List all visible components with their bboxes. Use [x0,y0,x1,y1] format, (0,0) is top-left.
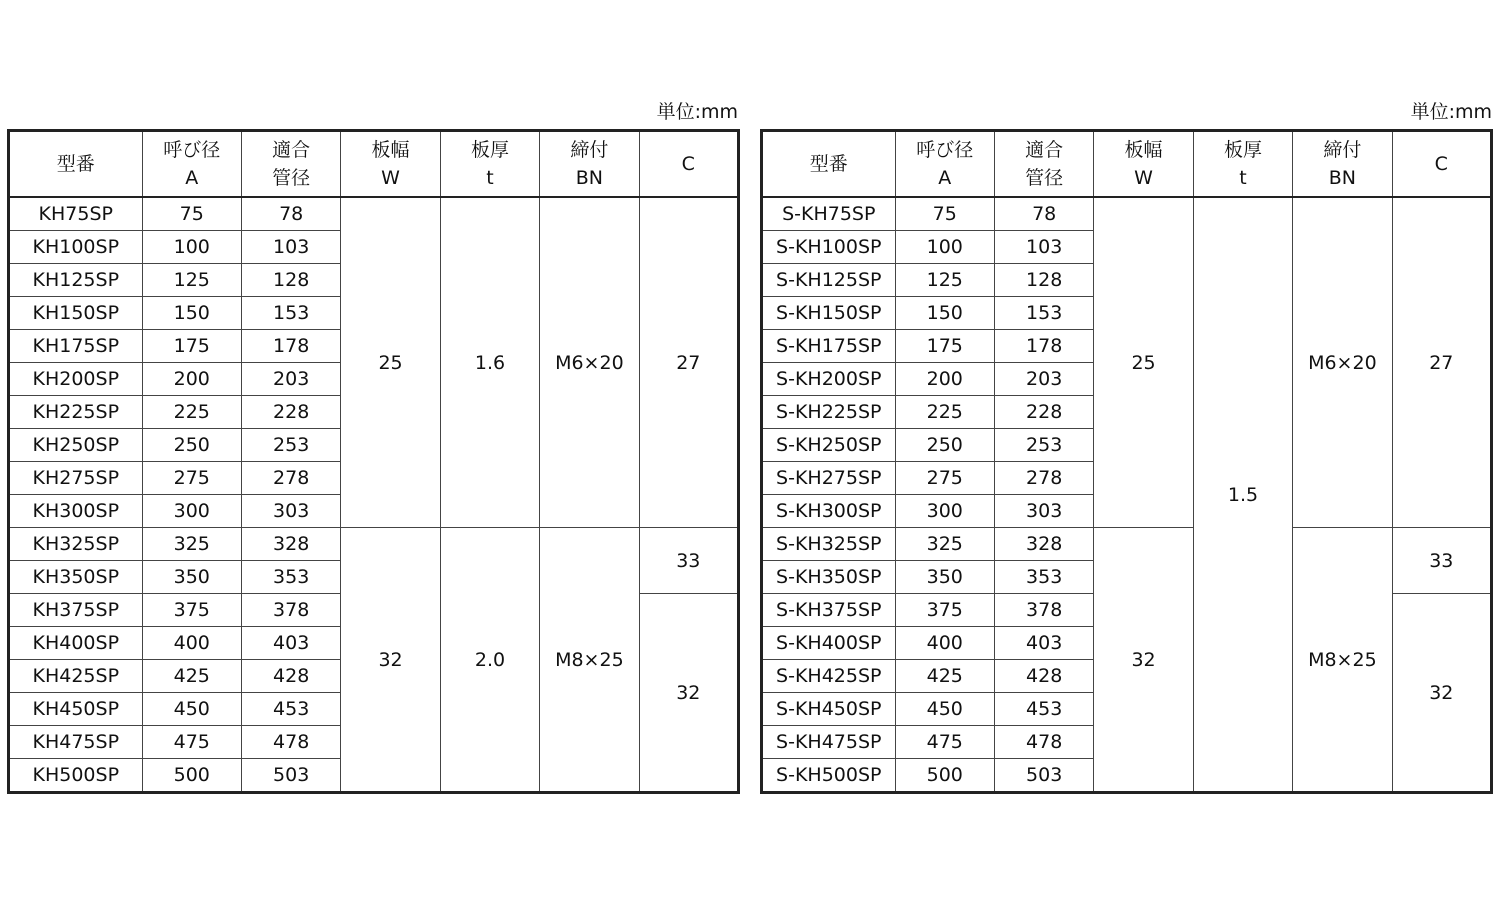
nominal-size-cell: 325 [142,528,241,561]
pipe-diameter-cell: 403 [994,627,1093,660]
nominal-size-cell: 200 [142,363,241,396]
nominal-size-cell: 425 [142,660,241,693]
bolt-cell: M6×20 [540,197,639,528]
pipe-diameter-cell: 203 [994,363,1093,396]
nominal-size-cell: 350 [895,561,994,594]
nominal-size-cell: 450 [142,693,241,726]
header-c-label: C [681,153,695,175]
header-c [639,131,738,198]
pipe-diameter-cell: 378 [241,594,340,627]
model-cell: KH325SP [9,528,143,561]
header-pipe-diameter-label2: 管径 [1025,167,1064,189]
pipe-diameter-cell: 478 [994,726,1093,759]
unit-label-right: 単位:mm [1410,101,1492,123]
pipe-diameter-cell: 153 [994,297,1093,330]
nominal-size-cell: 350 [142,561,241,594]
model-cell: S-KH150SP [762,297,896,330]
header-model [9,131,143,198]
model-cell: S-KH350SP [762,561,896,594]
nominal-size-cell: 250 [142,429,241,462]
pipe-diameter-cell: 253 [994,429,1093,462]
model-cell: KH175SP [9,330,143,363]
table-body [762,197,1492,793]
pipe-diameter-cell: 228 [241,396,340,429]
spec-table-kh [7,129,740,794]
nominal-size-cell: 125 [142,264,241,297]
nominal-size-cell: 75 [142,197,241,231]
nominal-size-cell: 175 [895,330,994,363]
model-cell: S-KH400SP [762,627,896,660]
pipe-diameter-cell: 153 [241,297,340,330]
header-nominal-size-symbol: A [938,167,952,189]
table-header [762,131,1492,198]
nominal-size-cell: 225 [895,396,994,429]
header-plate-thickness [1193,131,1292,198]
pipe-diameter-cell: 278 [994,462,1093,495]
header-c [1392,131,1491,198]
nominal-size-cell: 75 [895,197,994,231]
header-bolt-label: 締付 [1323,139,1362,161]
nominal-size-cell: 450 [895,693,994,726]
pipe-diameter-cell: 303 [241,495,340,528]
pipe-diameter-cell: 453 [241,693,340,726]
model-cell: KH475SP [9,726,143,759]
pipe-diameter-cell: 128 [994,264,1093,297]
plate-width-cell: 32 [1094,528,1193,793]
header-bolt-symbol: BN [575,167,603,189]
nominal-size-cell: 275 [895,462,994,495]
nominal-size-cell: 275 [142,462,241,495]
pipe-diameter-cell: 453 [994,693,1093,726]
model-cell: S-KH425SP [762,660,896,693]
pipe-diameter-cell: 353 [994,561,1093,594]
header-pipe-diameter [994,131,1093,198]
header-pipe-diameter-label2: 管径 [272,167,311,189]
model-cell: KH425SP [9,660,143,693]
pipe-diameter-cell: 303 [994,495,1093,528]
nominal-size-cell: 400 [895,627,994,660]
header-nominal-size-symbol: A [185,167,199,189]
pipe-diameter-cell: 78 [241,197,340,231]
header-plate-thickness-label: 板厚 [1223,139,1262,161]
header-plate-thickness-symbol: t [1239,167,1247,189]
header-pipe-diameter-label1: 適合 [272,139,311,161]
c-cell: 27 [639,197,738,528]
nominal-size-cell: 375 [895,594,994,627]
pipe-diameter-cell: 478 [241,726,340,759]
header-plate-thickness-label: 板厚 [470,139,509,161]
model-cell: S-KH225SP [762,396,896,429]
pipe-diameter-cell: 103 [241,231,340,264]
nominal-size-cell: 500 [142,759,241,793]
nominal-size-cell: 300 [142,495,241,528]
nominal-size-cell: 100 [895,231,994,264]
plate-thickness-cell: 1.5 [1193,197,1292,793]
model-cell: S-KH300SP [762,495,896,528]
table-row [762,197,1492,231]
pipe-diameter-cell: 328 [994,528,1093,561]
nominal-size-cell: 325 [895,528,994,561]
nominal-size-cell: 100 [142,231,241,264]
pipe-diameter-cell: 328 [241,528,340,561]
model-cell: KH100SP [9,231,143,264]
model-cell: S-KH500SP [762,759,896,793]
header-nominal-size-label: 呼び径 [916,139,974,161]
model-cell: KH450SP [9,693,143,726]
model-cell: KH375SP [9,594,143,627]
header-plate-width [1094,131,1193,198]
plate-thickness-cell: 1.6 [440,197,539,528]
pipe-diameter-cell: 103 [994,231,1093,264]
pipe-diameter-cell: 428 [994,660,1093,693]
pipe-diameter-cell: 428 [241,660,340,693]
header-bolt-symbol: BN [1328,167,1356,189]
header-plate-width-label: 板幅 [1124,139,1163,161]
plate-thickness-cell: 2.0 [440,528,539,793]
c-cell: 33 [1392,528,1491,594]
nominal-size-cell: 250 [895,429,994,462]
nominal-size-cell: 400 [142,627,241,660]
pipe-diameter-cell: 178 [241,330,340,363]
table-row [762,528,1492,561]
header-model-label: 型番 [809,153,848,175]
nominal-size-cell: 150 [142,297,241,330]
header-bolt [1293,131,1392,198]
header-nominal-size [895,131,994,198]
model-cell: S-KH450SP [762,693,896,726]
model-cell: S-KH75SP [762,197,896,231]
model-cell: KH250SP [9,429,143,462]
model-cell: S-KH475SP [762,726,896,759]
nominal-size-cell: 500 [895,759,994,793]
model-cell: KH200SP [9,363,143,396]
header-c-label: C [1434,153,1448,175]
nominal-size-cell: 150 [895,297,994,330]
unit-label-left: 単位:mm [656,101,738,123]
header-pipe-diameter-label1: 適合 [1025,139,1064,161]
model-cell: KH225SP [9,396,143,429]
header-plate-width-label: 板幅 [371,139,410,161]
header-pipe-diameter [241,131,340,198]
model-cell: KH275SP [9,462,143,495]
model-cell: S-KH375SP [762,594,896,627]
pipe-diameter-cell: 278 [241,462,340,495]
pipe-diameter-cell: 503 [994,759,1093,793]
nominal-size-cell: 225 [142,396,241,429]
model-cell: KH75SP [9,197,143,231]
nominal-size-cell: 475 [895,726,994,759]
model-cell: S-KH125SP [762,264,896,297]
nominal-size-cell: 175 [142,330,241,363]
plate-width-cell: 25 [1094,197,1193,528]
header-bolt [540,131,639,198]
header-nominal-size [142,131,241,198]
model-cell: S-KH275SP [762,462,896,495]
pipe-diameter-cell: 228 [994,396,1093,429]
bolt-cell: M6×20 [1293,197,1392,528]
table-body [9,197,739,793]
model-cell: KH300SP [9,495,143,528]
c-cell: 32 [1392,594,1491,793]
header-plate-width-symbol: W [381,167,400,189]
model-cell: S-KH175SP [762,330,896,363]
header-bolt-label: 締付 [570,139,609,161]
nominal-size-cell: 200 [895,363,994,396]
header-nominal-size-label: 呼び径 [163,139,221,161]
c-cell: 27 [1392,197,1491,528]
pipe-diameter-cell: 503 [241,759,340,793]
table-header [9,131,739,198]
model-cell: S-KH200SP [762,363,896,396]
header-plate-width [341,131,440,198]
c-cell: 32 [639,594,738,793]
model-cell: KH350SP [9,561,143,594]
c-cell: 33 [639,528,738,594]
model-cell: KH150SP [9,297,143,330]
model-cell: KH125SP [9,264,143,297]
nominal-size-cell: 375 [142,594,241,627]
pipe-diameter-cell: 353 [241,561,340,594]
header-model-label: 型番 [56,153,95,175]
bolt-cell: M8×25 [540,528,639,793]
model-cell: S-KH250SP [762,429,896,462]
nominal-size-cell: 475 [142,726,241,759]
table-row [9,528,739,561]
pipe-diameter-cell: 378 [994,594,1093,627]
plate-width-cell: 25 [341,197,440,528]
header-plate-width-symbol: W [1134,167,1153,189]
table-row [9,197,739,231]
header-plate-thickness-symbol: t [486,167,494,189]
spec-table-s-kh [760,129,1493,794]
nominal-size-cell: 300 [895,495,994,528]
plate-width-cell: 32 [341,528,440,793]
pipe-diameter-cell: 78 [994,197,1093,231]
pipe-diameter-cell: 203 [241,363,340,396]
model-cell: KH400SP [9,627,143,660]
bolt-cell: M8×25 [1293,528,1392,793]
model-cell: S-KH100SP [762,231,896,264]
header-model [762,131,896,198]
pipe-diameter-cell: 253 [241,429,340,462]
nominal-size-cell: 425 [895,660,994,693]
pipe-diameter-cell: 178 [994,330,1093,363]
pipe-diameter-cell: 403 [241,627,340,660]
pipe-diameter-cell: 128 [241,264,340,297]
model-cell: KH500SP [9,759,143,793]
header-plate-thickness [440,131,539,198]
model-cell: S-KH325SP [762,528,896,561]
nominal-size-cell: 125 [895,264,994,297]
